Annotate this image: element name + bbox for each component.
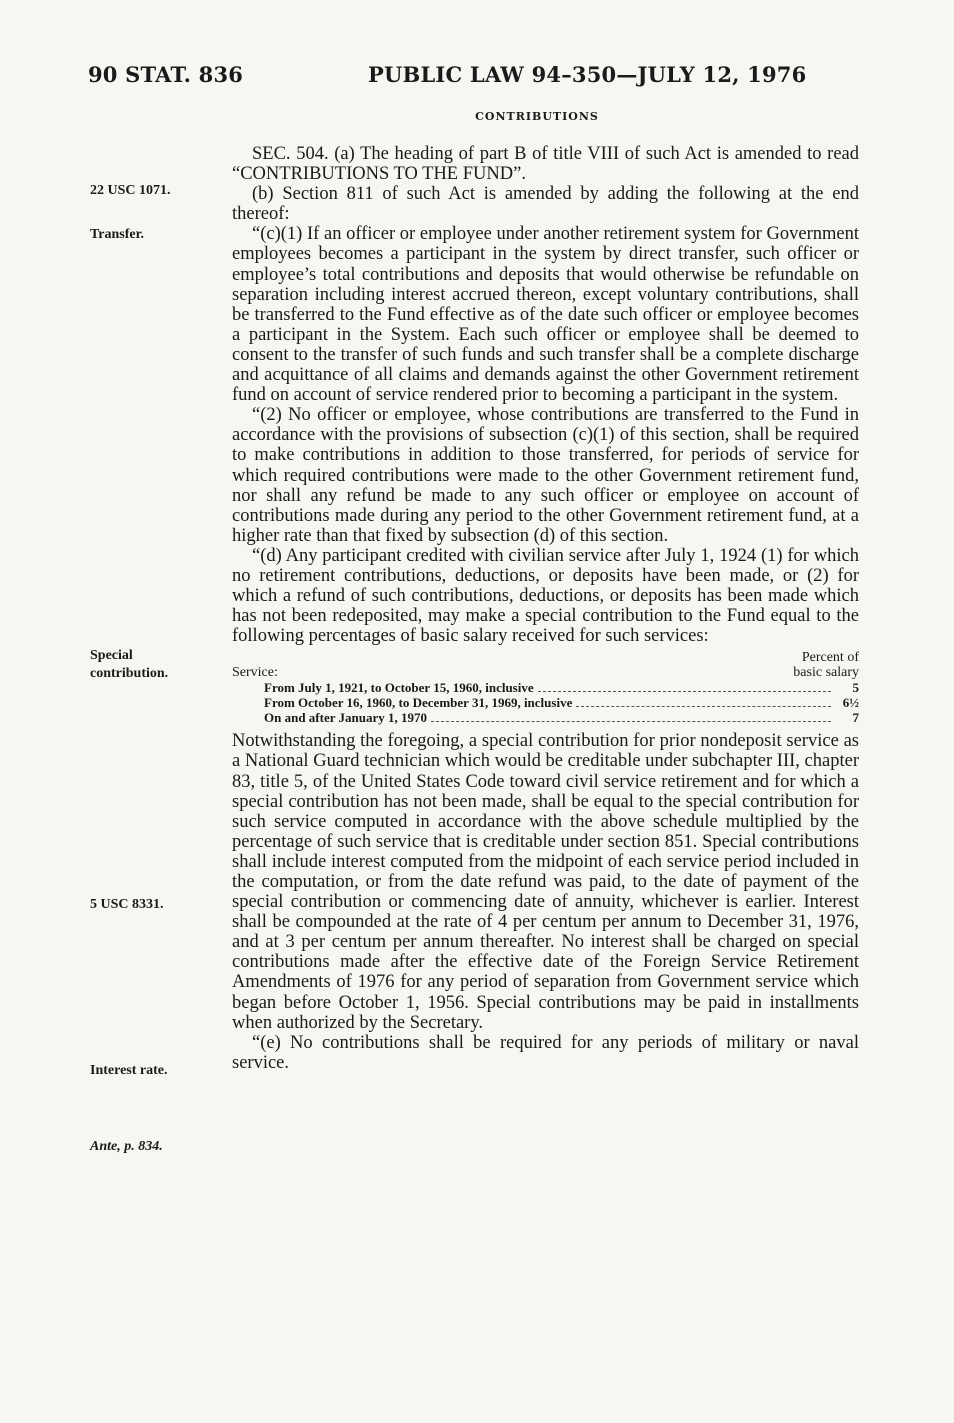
margin-note-interest-rate: Interest rate. [90, 1063, 168, 1078]
dot-leader [576, 706, 831, 707]
paragraph-national-guard: Notwithstanding the foregoing, a special contribution for prior nondeposit service as a National Guard technician which would be creditable under subchapter III, chapter 83, title 5, of the United States Code toward civil service retirement and for which a special contribution has not been made, shall be equal to the special contribution for such service computed in accordance with the above schedule multiplied by the percentage of such service that is creditable under section 851. Special contributions shall include interest computed from the midpoint of each service period included in the computation, or from the date refund was paid, to the date of payment of the special contribution or commencing date of annuity, whichever is earlier. Interest shall be compounded at the rate of 4 per centum per annum to December 31, 1976, and at 3 per centum per annum thereafter. No interest shall be charged on special contributions made after the effective date of the Foreign Service Retirement Amendments of 1976 for any period of separation from Government service which began before October 1, 1956. Special contributions may be paid in installments when authorized by the Secretary. [232, 731, 859, 1033]
rate-row-label: On and after January 1, 1970 [264, 710, 427, 726]
rate-row-value: 6½ [842, 695, 859, 711]
rate-table-percent-header: Percent of basic salary [793, 650, 859, 681]
margin-note-transfer: Transfer. [90, 227, 145, 242]
dot-leader [431, 721, 831, 722]
dot-leader [538, 691, 831, 692]
table-row [232, 680, 859, 695]
margin-note-special-contribution: Special contribution. [90, 648, 169, 681]
stat-page-number: 90 STAT. 836 [88, 62, 244, 87]
rate-table-header [232, 650, 859, 680]
rate-row-label: From July 1, 1921, to October 15, 1960, inclusive [264, 680, 534, 696]
contribution-rate-table [232, 650, 859, 725]
margin-note-22-usc-1071: 22 USC 1071. [90, 183, 171, 198]
paragraph-sec-504-a: SEC. 504. (a) The heading of part B of title VIII of such Act is amended to read “CONTRIBUTIONS TO THE FUND”. [232, 144, 859, 185]
paragraph-c-2: “(2) No officer or employee, whose contributions are transferred to the Fund in accordance with the provisions of subsection (c)(1) of this section, shall be required to make contributions in addition to those transferred, for periods of service for which required contributions were made to the other Government retirement fund, nor shall any refund be made to any such officer or employee on account of contributions made during any period to the other Government retirement fund, at a higher rate than that fixed by subsection (d) of this section. [232, 405, 859, 546]
margin-note-ante: Ante, p. 834. [90, 1139, 163, 1154]
rate-row-value: 7 [852, 710, 859, 726]
law-title: PUBLIC LAW 94–350—JULY 12, 1976 [368, 62, 807, 87]
table-row [232, 695, 859, 710]
rate-table-service-header: Service: [232, 665, 278, 681]
table-row [232, 710, 859, 725]
paragraph-d: “(d) Any participant credited with civilian service after July 1, 1924 (1) for which no retirement contributions, deductions, or deposits have been made, or (2) for which a refund of such contributions, deductions, or deposits has been made which has not been redeposited, may make a special contribution to the Fund equal to the following percentages of basic salary received for such services: [232, 545, 859, 647]
rate-row-label: From October 16, 1960, to December 31, 1969, inclusive [264, 695, 573, 711]
paragraph-e: “(e) No contributions shall be required for any periods of military or naval service. [232, 1032, 859, 1073]
section-heading: CONTRIBUTIONS [475, 110, 599, 123]
rate-row-value: 5 [852, 680, 859, 696]
paragraph-c-1: “(c)(1) If an officer or employee under another retirement system for Government employees becomes a participant in the system by direct transfer, such officer or employee’s total contributions and deposits that would otherwise be refundable on separation including interest accrued thereon, except voluntary contributions, shall be transferred to the Fund effective as of the date such officer or employee becomes a participant in the System. Each such officer or employee shall be deemed to consent to the transfer of such funds and such transfer shall be a complete discharge and acquittance of all claims and demands against the other Government retirement fund on account of service rendered prior to becoming a participant in the system. [232, 224, 859, 406]
paragraph-sec-504-b: (b) Section 811 of such Act is amended by adding the following at the end thereof: [232, 184, 859, 225]
body-text [232, 130, 859, 1073]
margin-note-5-usc-8331: 5 USC 8331. [90, 897, 164, 912]
